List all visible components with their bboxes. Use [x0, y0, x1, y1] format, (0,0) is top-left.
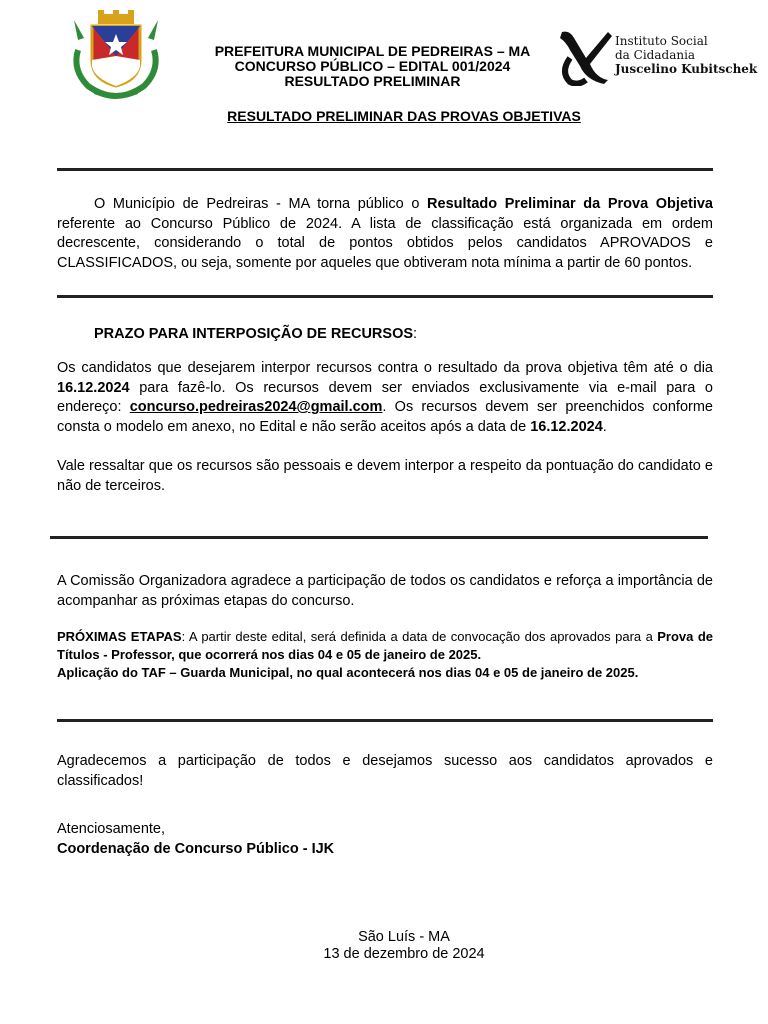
committee-paragraph: A Comissão Organizadora agradece a participação de todos os candidatos e reforça a importância de acompanhar as próximas etapas do concurso. [57, 573, 713, 609]
footer-block [0, 929, 768, 963]
intro-text-part1: O Município de Pedreiras - MA torna público o [94, 196, 428, 212]
document-title: RESULTADO PRELIMINAR DAS PROVAS OBJETIVAS [227, 108, 581, 124]
next-steps-paragraph [57, 628, 713, 682]
appeals-text-b: para fazê-lo. Os recursos devem ser enviados exclusivamente via e-mail para o endereço: [57, 379, 713, 415]
municipal-coat-of-arms-logo [68, 10, 164, 102]
ijk-institute-name [615, 34, 757, 76]
ijk-line-1: Instituto Social [615, 34, 708, 48]
appeals-text-a: Os candidatos que desejarem interpor recursos contra o resultado da prova objetiva têm até o dia [57, 360, 713, 376]
ijk-line-3: Juscelino Kubitschek [615, 62, 758, 76]
appeals-heading-text: PRAZO PARA INTERPOSIÇÃO DE RECURSOS [94, 326, 414, 342]
appeals-text-d: . [602, 418, 607, 435]
appeals-heading-colon: : [413, 326, 418, 342]
appeals-heading [94, 326, 417, 342]
appeals-paragraph [57, 359, 713, 437]
appeals-final-date: 16.12.2024 [530, 418, 603, 435]
divider-rule [57, 295, 713, 298]
header-line-prefeitura: PREFEITURA MUNICIPAL DE PEDREIRAS – MA [214, 43, 531, 59]
closing-block [57, 820, 713, 859]
closing-salutation: Atenciosamente, [57, 821, 166, 837]
intro-bold: Resultado Preliminar da Prova Objetiva [427, 196, 713, 212]
appeals-text-c: . Os recursos devem ser preenchidos conforme consta o modelo em anexo, no Edital e não serão aceitos após a data de [57, 399, 713, 435]
next-steps-label: PRÓXIMAS ETAPAS [57, 629, 182, 644]
footer-date: 13 de dezembro de 2024 [323, 946, 485, 962]
ijk-line-2: da Cidadania [615, 48, 696, 62]
footer-place: São Luís - MA [358, 929, 450, 945]
thanks-paragraph: Agradecemos a participação de todos e desejamos sucesso aos candidatos aprovados e classificados! [57, 753, 713, 789]
closing-signature: Coordenação de Concurso Público - IJK [57, 840, 335, 857]
divider-rule [57, 168, 713, 171]
appeals-note-paragraph: Vale ressaltar que os recursos são pessoais e devem interpor a respeito da pontuação do candidato e não de terceiros. [57, 458, 713, 494]
ijk-institute-logo [556, 28, 612, 86]
divider-rule [57, 719, 713, 722]
header-line-concurso: CONCURSO PÚBLICO – EDITAL 001/2024 [234, 58, 511, 74]
next-steps-taf: Aplicação do TAF – Guarda Municipal, no qual acontecerá nos dias 04 e 05 de janeiro de 2025. [57, 665, 639, 680]
divider-rule [50, 536, 708, 539]
next-steps-text: : A partir deste edital, será definida a data de convocação dos aprovados para a [181, 629, 658, 644]
intro-paragraph [57, 195, 713, 273]
appeals-email-link[interactable]: concurso.pedreiras2024@gmail.com [129, 399, 383, 415]
next-steps-titulos: Prova de Títulos - Professor, que ocorrerá nos dias 04 e 05 de janeiro de 2025. [57, 629, 713, 662]
header-line-resultado: RESULTADO PRELIMINAR [284, 73, 461, 89]
intro-text-part2: referente ao Concurso Público de 2024. A lista de classificação está organizada em ordem decrescente, considerando o total de pontos obtidos pelos candidatos APROVADOS e CLASSIFICADOS, ou seja, somente por aqueles que obtiveram nota mínima a partir de 60 pontos. [57, 215, 713, 271]
header-title-block [190, 44, 555, 89]
appeals-deadline-date: 16.12.2024 [57, 379, 130, 396]
